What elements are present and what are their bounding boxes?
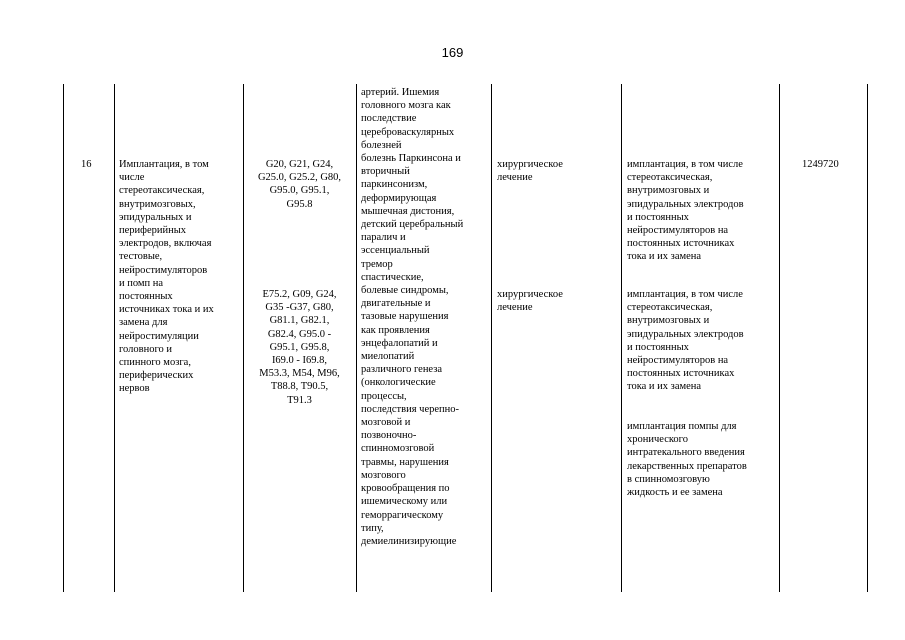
diagnosis-text: артерий. Ишемия головного мозга как последствие цереброваскулярных болезней болезнь Паркинсона и вторичный паркинсонизм, деформирующая мышечная дистония, детский церебральный паралич и эссенциальный тремор спастические, болевые синдромы, двигательные и тазовые нарушения как проявления энцефалопатий и миелопатий различного генеза (онкологические процессы, последствия черепно- мозговой и позвоночно- спинномозговой травмы, нарушения мозгового кровообращения по ишемическому или геморрагическому типу, демиелинизирующие [361,87,464,547]
treatment-method-1: имплантация, в том числе стереотаксическая, внутримозговых и эпидуральных электродов и постоянных нейростимуляторов на постоянных источниках тока и их замена [627,159,744,263]
page-number: 169 [441,45,464,60]
treatment-method-3: имплантация помпы для хронического интратекального введения лекарственных препаратов в спинномозговую жидкость и ее замена [627,421,747,499]
column-divider [114,84,115,592]
column-divider [621,84,622,592]
cost-value: 1249720 [802,159,839,170]
column-divider [356,84,357,592]
icd-codes-group-1: G20, G21, G24, G25.0, G25.2, G80, G95.0, G95.1, G95.8 [257,159,342,210]
column-divider [779,84,780,592]
table-border-left [63,84,64,592]
treatment-type-2: хирургическое лечение [497,289,563,314]
treatment-method-2: имплантация, в том числе стереотаксическая, внутримозговых и эпидуральных электродов и постоянных нейростимуляторов на постоянных источниках тока и их замена [627,289,744,393]
column-divider [491,84,492,592]
table-border-right [867,84,868,592]
procedure-name: Имплантация, в том числе стереотаксическая, внутримозговых, эпидуральных и периферийных электродов, включая тестовые, нейростимуляторов и помп на постоянных источниках тока и их замена для нейростимуляции головного и спинного мозга, периферических нервов [119,159,214,395]
row-number: 16 [81,159,92,170]
treatment-type-1: хирургическое лечение [497,159,563,184]
icd-codes-group-2: E75.2, G09, G24, G35 -G37, G80, G81.1, G82.1, G82.4, G95.0 - G95.1, G95.8, I69.0 - I69.8, M53.3, M54, M96, T88.8, T90.5, T91.3 [259,289,340,406]
